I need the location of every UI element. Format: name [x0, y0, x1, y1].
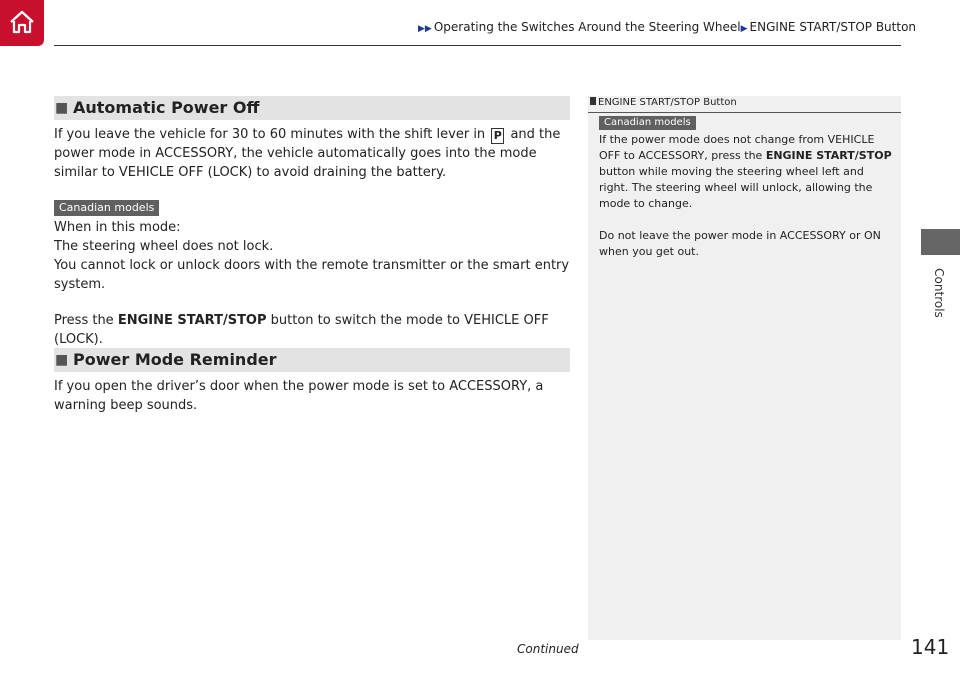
breadcrumb-arrow-icon: ▶▶ — [418, 24, 432, 34]
breadcrumb-link-2[interactable]: ENGINE START/STOP Button — [749, 20, 917, 34]
note-paragraph-1 — [599, 132, 895, 212]
mode-line-1: When in this mode: — [54, 220, 181, 235]
paragraph-power-mode-reminder: If you open the driver’s door when the power mode is set to ACCESSORY, a warning beep sounds. — [54, 379, 544, 413]
engine-start-stop-label: ENGINE START/STOP — [117, 313, 267, 328]
note-text: button while moving the steering wheel left and right. The steering wheel will unlock, allowing the mode to change. — [599, 165, 873, 210]
canadian-models-badge: Canadian models — [54, 200, 159, 216]
square-bullet-icon: ■ — [55, 100, 69, 116]
square-bullet-icon: ■ — [55, 352, 69, 368]
note-divider — [588, 112, 901, 113]
header-divider — [54, 45, 901, 46]
instruction-text: Press the — [54, 313, 114, 328]
mode-description — [54, 218, 574, 294]
section-heading-automatic-power-off — [54, 96, 570, 120]
chapter-tab-marker[interactable] — [921, 229, 960, 255]
note-marker-icon — [590, 97, 596, 105]
instruction-text: button to switch the mode to VEHICLE OFF (LOCK). — [54, 313, 549, 347]
page-number: 141 — [911, 635, 950, 659]
continued-label: Continued — [517, 642, 579, 656]
chapter-tab-label: Controls — [932, 268, 946, 318]
canadian-models-badge: Canadian models — [599, 116, 696, 130]
section-heading-text: Power Mode Reminder — [73, 350, 277, 369]
note-body — [599, 132, 895, 260]
section-heading-power-mode-reminder — [54, 348, 570, 372]
note-title-text: ENGINE START/STOP Button — [598, 97, 737, 108]
chapter-tab[interactable] — [922, 258, 956, 328]
note-text: If the power mode does not change from VEHICLE OFF to ACCESSORY, press the — [599, 133, 875, 162]
breadcrumb-link-1[interactable]: Operating the Switches Around the Steering Wheel — [433, 20, 741, 34]
press-instruction — [54, 311, 574, 349]
home-button[interactable] — [0, 0, 44, 46]
paragraph-text: and the power mode in ACCESSORY, the vehicle automatically goes into the mode similar to VEHICLE OFF (LOCK) to avoid draining the battery. — [54, 127, 561, 180]
note-title[interactable] — [590, 97, 737, 108]
paragraph-auto-power-off — [54, 125, 574, 182]
note-paragraph-2: Do not leave the power mode in ACCESSORY or ON when you get out. — [599, 229, 881, 258]
park-position-key: P — [491, 128, 504, 144]
mode-line-2: The steering wheel does not lock. — [54, 239, 274, 254]
engine-start-stop-label: ENGINE START/STOP — [765, 149, 892, 162]
home-icon — [9, 9, 35, 35]
breadcrumb — [418, 20, 916, 34]
section-heading-text: Automatic Power Off — [73, 98, 260, 117]
paragraph-text: If you leave the vehicle for 30 to 60 minutes with the shift lever in — [54, 127, 486, 142]
breadcrumb-arrow-icon: ▶ — [740, 24, 748, 34]
mode-line-3: You cannot lock or unlock doors with the remote transmitter or the smart entry system. — [54, 258, 570, 292]
